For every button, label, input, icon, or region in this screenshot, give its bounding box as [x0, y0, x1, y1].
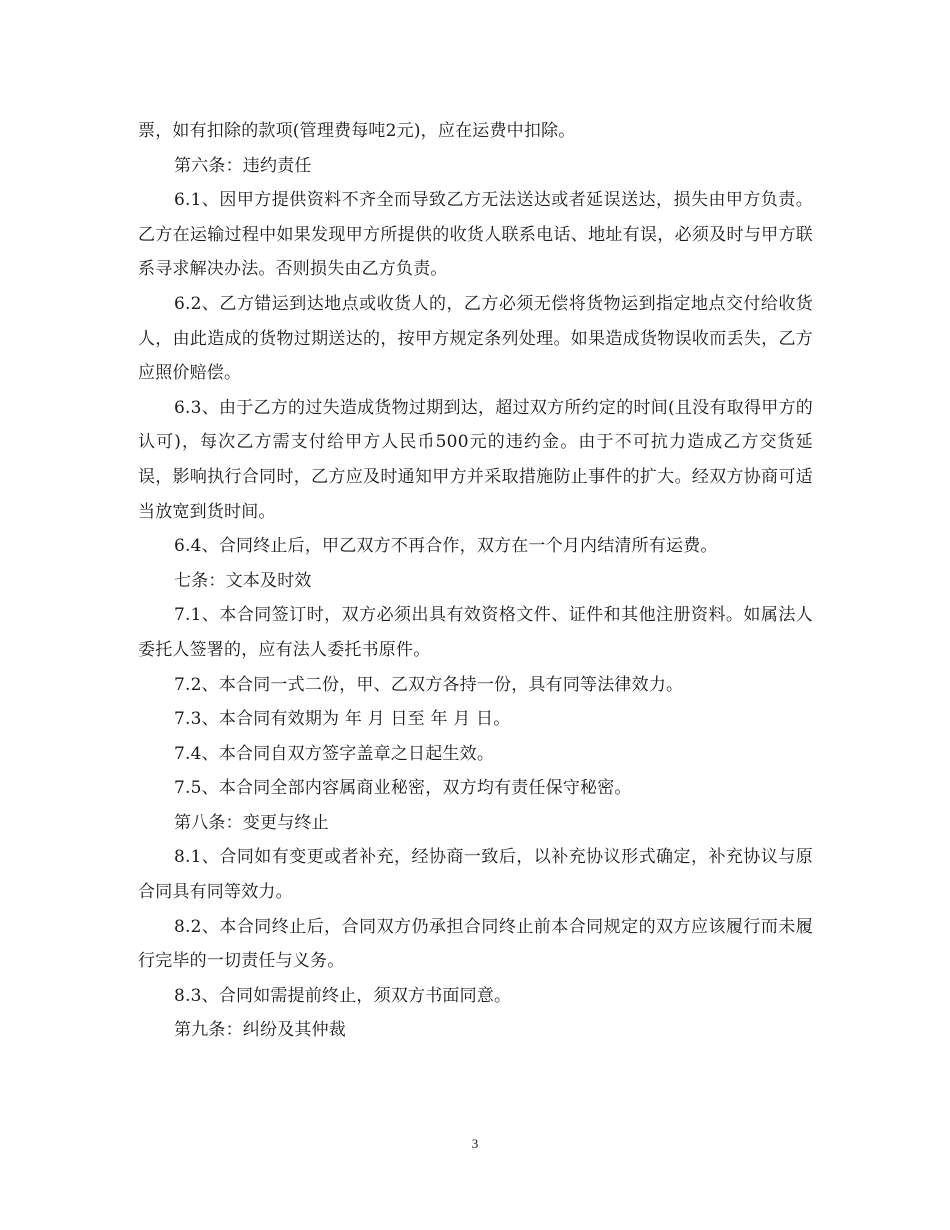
- clause-7-4: 7.4、本合同自双方签字盖章之日起生效。: [174, 743, 495, 764]
- clause-7-5: 7.5、本合同全部内容属商业秘密，双方均有责任保守秘密。: [174, 778, 632, 799]
- clause-8-3: 8.3、合同如需提前终止，须双方书面同意。: [174, 985, 512, 1006]
- section-heading-article-6: 第六条：违约责任: [174, 155, 312, 176]
- clause-6-4: 6.4、合同终止后，甲乙双方不再合作，双方在一个月内结清所有运费。: [174, 536, 718, 557]
- clause-6-2: 6.2、乙方错运到达地点或收货人的，乙方必须无偿将货物运到指定地点交付给收货人，由此造成的货物过期送达的，按甲方规定条列处理。如果造成货物误收而丢失，乙方应照价赔偿。: [138, 293, 813, 384]
- clause-7-3: 7.3、本合同有效期为 年 月 日至 年 月 日。: [174, 709, 511, 730]
- section-heading-article-8: 第八条：变更与终止: [174, 812, 329, 833]
- clause-8-1: 8.1、合同如有变更或者补充，经协商一致后，以补充协议形式确定，补充协议与原合同具有同等效力。: [138, 847, 813, 903]
- section-heading-article-7: 七条：文本及时效: [174, 570, 312, 591]
- document-body: [138, 114, 813, 1048]
- clause-7-1: 7.1、本合同签订时，双方必须出具有效资格文件、证件和其他注册资料。如属法人委托人签署的，应有法人委托书原件。: [138, 605, 813, 660]
- clause-6-1: 6.1、因甲方提供资料不齐全而导致乙方无法送达或者延误送达，损失由甲方负责。乙方在运输过程中如果发现甲方所提供的收货人联系电话、地址有误，必须及时与甲方联系寻求解决办法。否则损失由乙方负责。: [138, 190, 813, 280]
- clause-8-2: 8.2、本合同终止后，合同双方仍承担合同终止前本合同规定的双方应该履行而未履行完毕的一切责任与义务。: [138, 916, 813, 972]
- section-heading-article-9: 第九条：纠纷及其仲裁: [174, 1020, 346, 1041]
- paragraph-continuation: 票，如有扣除的款项(管理费每吨2元)，应在运费中扣除。: [138, 121, 576, 141]
- clause-7-2: 7.2、本合同一式二份，甲、乙双方各持一份，具有同等法律效力。: [174, 674, 684, 695]
- clause-6-3: 6.3、由于乙方的过失造成货物过期到达，超过双方所约定的时间(且没有取得甲方的认可)，每次乙方需支付给甲方人民币500元的违约金。由于不可抗力造成乙方交货延误，影响执行合同时，乙方应及时通知甲方并采取措施防止事件的扩大。经双方协商可适当放宽到货时间。: [138, 397, 813, 522]
- page-number: 3: [471, 1136, 479, 1151]
